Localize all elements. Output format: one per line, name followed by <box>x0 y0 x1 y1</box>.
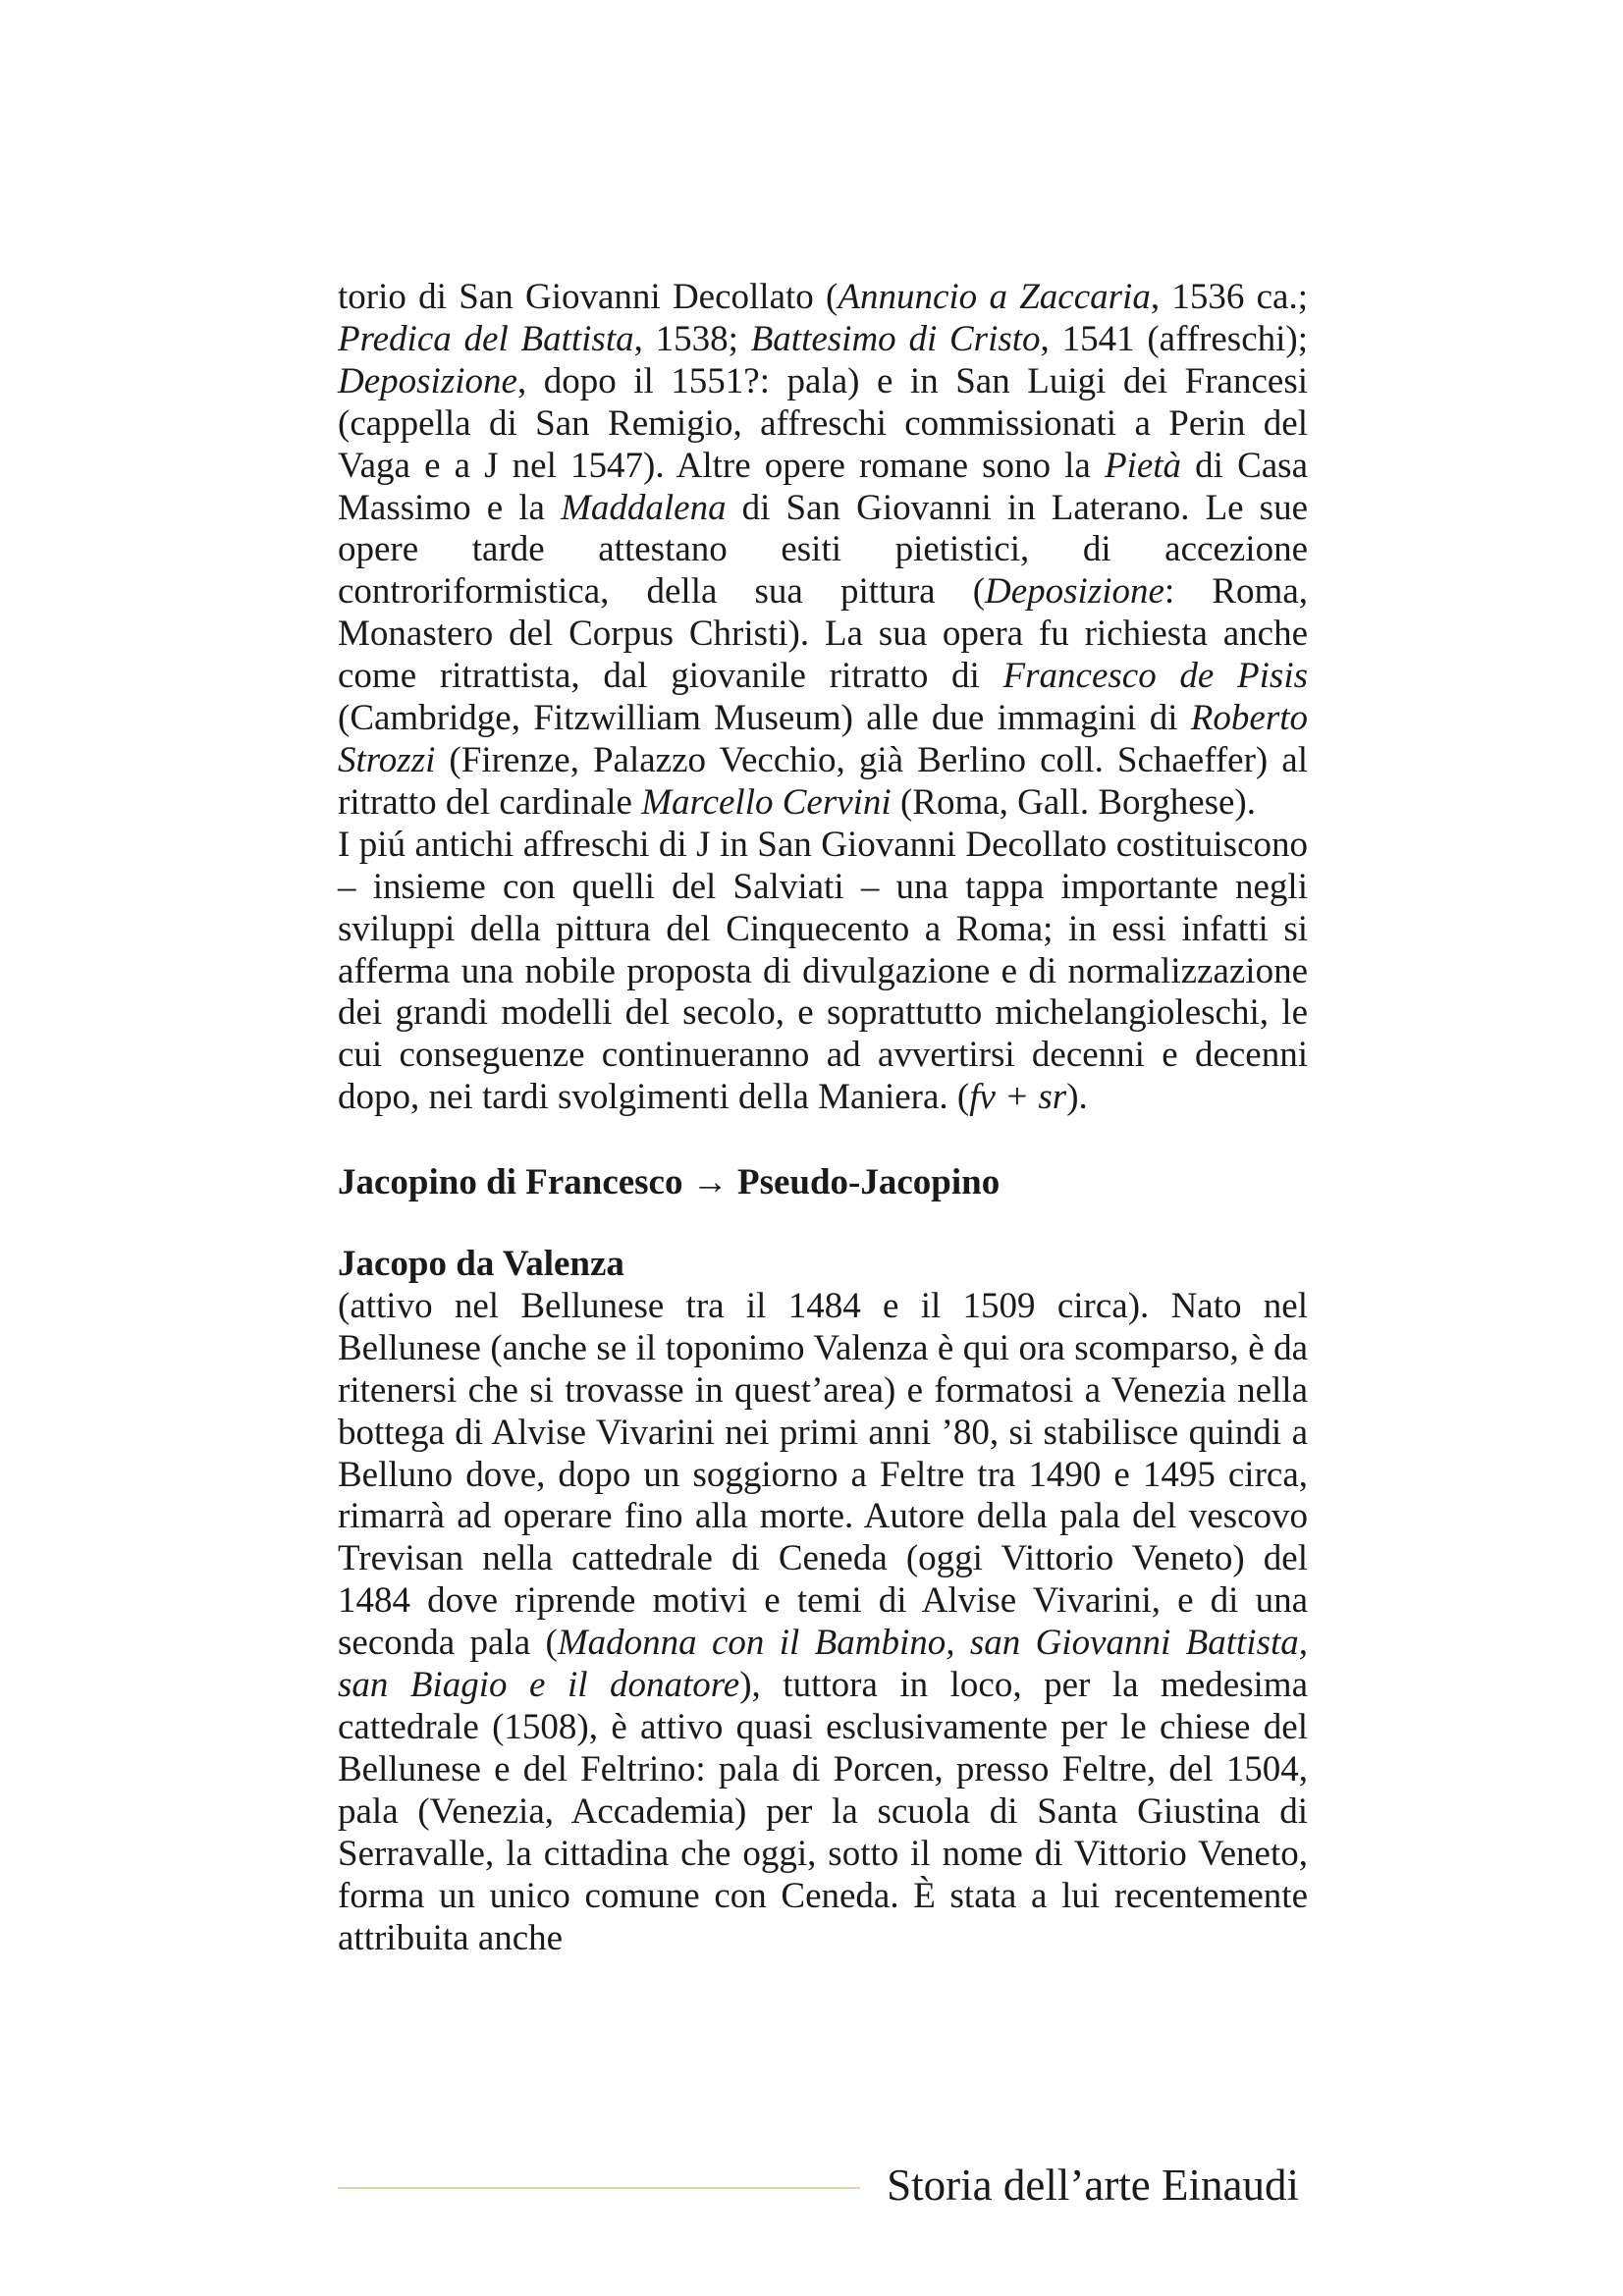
text-run: di Casa Massimo e la <box>338 445 1308 528</box>
text-run: , 1541 (affreschi); <box>1040 318 1308 359</box>
entry-heading-jacopo-da-valenza: Jacopo da Valenza <box>338 1244 624 1285</box>
entry-heading-jacopino: Jacopino di Francesco → Pseudo-Jacopino <box>338 1162 1001 1203</box>
text-run: , 1536 ca.; <box>1150 277 1308 317</box>
italic-title: Maddalena <box>561 487 727 528</box>
italic-title: Deposizione <box>985 571 1164 613</box>
text-run: torio di San Giovanni Decollato ( <box>338 277 839 317</box>
text-run: I piú antichi affreschi di J in San Giovanni Decollato costituiscono – insieme con quelli del Salviati – una tappa importante negli sviluppi della pittura del Cinquecento a Roma; in essi infatti si afferma una nobile proposta di divulgazione e di normalizzazione dei grandi modelli del secolo, e soprattutto michelangioleschi, le cui conseguenze continueranno ad avvertirsi decenni e decenni dopo, nei tardi svolgimenti della Maniera. ( <box>338 824 1308 1118</box>
text-run: (Roma, Gall. Borghese). <box>891 781 1257 823</box>
text-run: (attivo nel Bellunese tra il 1484 e il 1509 circa). Nato nel Bellunese (anche se il toponimo Valenza è qui ora scomparso, è da ritenersi che si trovasse in quest’area) e formatosi a Venezia nella bottega di Alvise Vivarini nei primi anni ’80, si stabilisce quindi a Belluno dove, dopo un soggiorno a Feltre tra 1490 e 1495 circa, rimarrà ad operare fino alla morte. Autore della pala del vescovo Trevisan nella cattedrale di Ceneda (oggi Vittorio Veneto) del 1484 dove riprende motivi e temi di Alvise Vivarini, e di una seconda pala ( <box>338 1285 1308 1664</box>
italic-title: Francesco de Pisis <box>1002 656 1309 697</box>
text-run: ). <box>1066 1077 1088 1118</box>
italic-title: fv + sr <box>969 1077 1067 1118</box>
paragraph-giulio-continued <box>338 277 1308 825</box>
paragraph-jacopo-da-valenza <box>338 1286 1308 1960</box>
text-run: (Firenze, Palazzo Vecchio, già Berlino coll. Schaeffer) al ritratto del cardinale <box>338 739 1308 823</box>
footer-book-title: Storia dell’arte Einaudi <box>887 2161 1299 2210</box>
footer-rule <box>338 2187 860 2189</box>
italic-title: Annuncio a Zaccaria <box>838 277 1151 317</box>
italic-title: Deposizione <box>338 360 517 401</box>
text-run: , 1538; <box>633 318 751 359</box>
text-run: , dopo il 1551?: pala) e in San Luigi dei Francesi (cappella di San Remigio, affreschi commissionati a Perin del Vaga e a J nel 1547). Altre opere romane sono la <box>338 360 1308 486</box>
text-body <box>338 277 1308 1959</box>
italic-title: Pietà <box>1104 445 1182 486</box>
paragraph-giulio-assessment <box>338 825 1308 1119</box>
text-run: : Roma, Monastero del Corpus Christi). La sua opera fu richiesta anche come ritrattista, dal giovanile ritratto di <box>338 571 1308 697</box>
italic-title: Roberto Strozzi <box>338 698 1308 780</box>
italic-title: Marcello Cervini <box>641 781 892 823</box>
text-run: di San Giovanni in Laterano. Le sue opere tarde attestano esiti pietistici, di accezione controriformistica, della sua pittura ( <box>338 487 1308 613</box>
italic-title: Predica del Battista <box>338 318 634 359</box>
text-run: (Cambridge, Fitzwilliam Museum) alle due immagini di <box>338 698 1191 739</box>
text-run: ), tuttora in loco, per la medesima cattedrale (1508), è attivo quasi esclusivamente per le chiese del Bellunese e del Feltrino: pala di Porcen, presso Feltre, del 1504, pala (Venezia, Accademia) per la scuola di Santa Giustina di Serravalle, la cittadina che oggi, sotto il nome di Vittorio Veneto, forma un unico comune con Ceneda. È stata a lui recentemente attribuita anche <box>338 1665 1308 1958</box>
italic-title: Battesimo di Cristo <box>750 318 1041 359</box>
italic-title: Madonna con il Bambino, san Giovanni Battista, san Biagio e il donatore <box>338 1623 1308 1706</box>
